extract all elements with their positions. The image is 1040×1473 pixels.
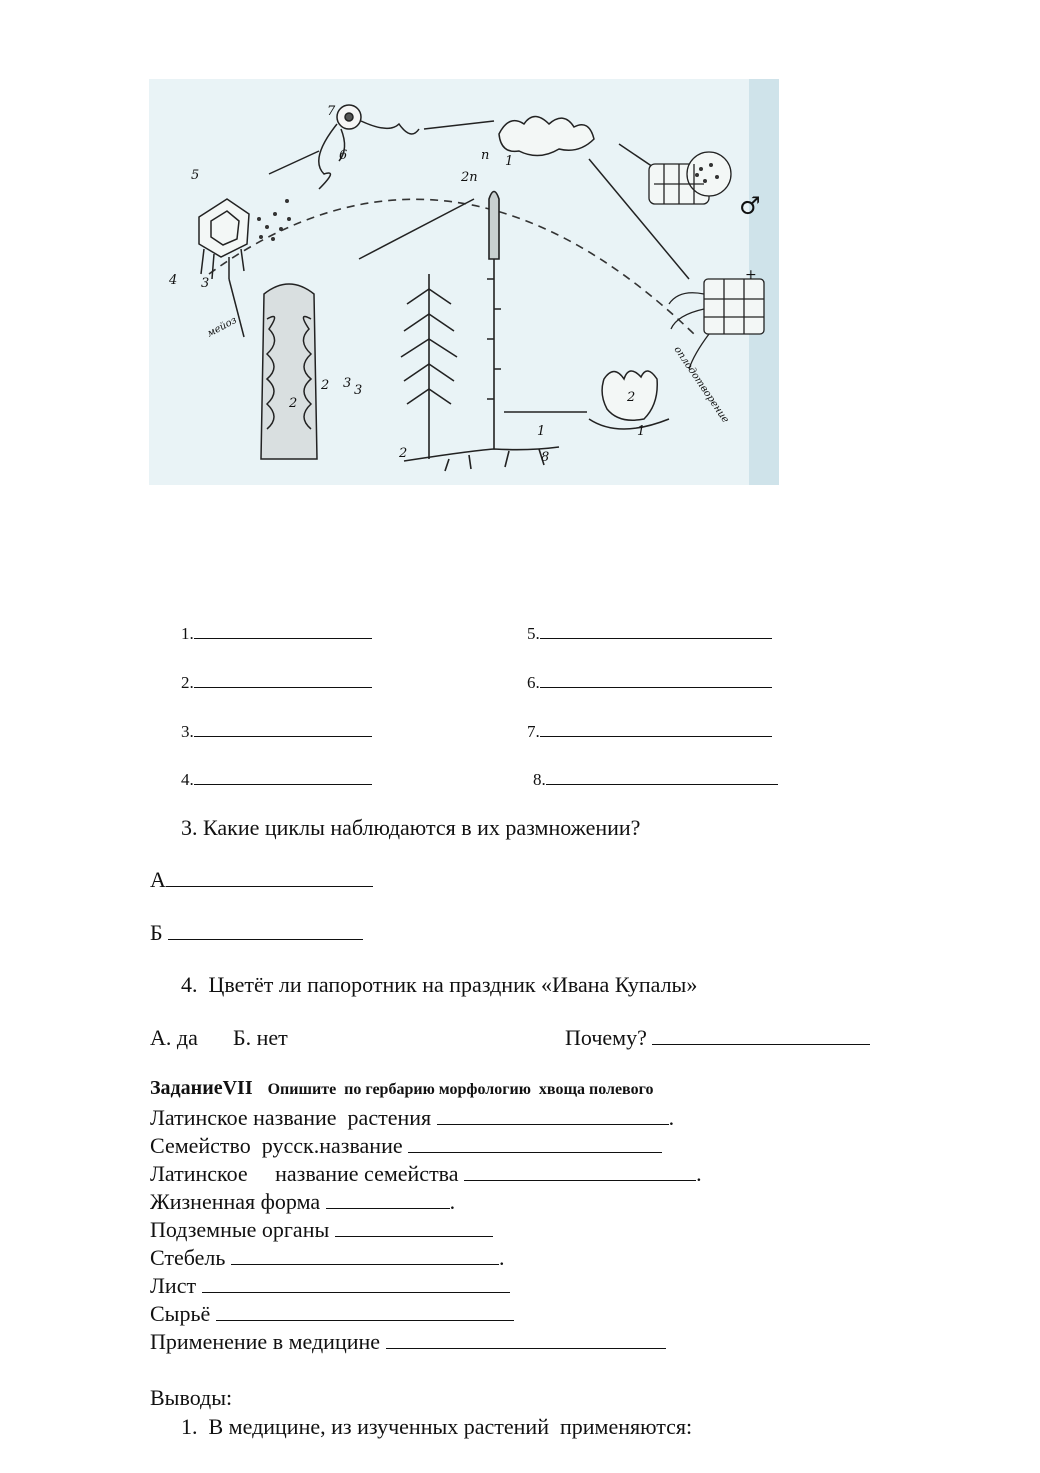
cone-section-drawing — [261, 284, 317, 459]
blank-3: 3. — [181, 718, 372, 742]
label-2b: 2 — [627, 390, 636, 405]
conclusion-item-1: 1. В медицине, из изученных растений применяются: — [181, 1414, 693, 1439]
label-6: 6 — [339, 148, 348, 163]
sporangiophore-drawing — [199, 199, 249, 279]
question-4: 4. Цветёт ли папоротник на праздник «Ивана Купалы» — [181, 972, 698, 997]
blank-5: 5. — [527, 620, 772, 644]
male-symbol: ♂ — [739, 192, 761, 220]
label-2c: 2 — [399, 446, 408, 461]
task7-heading: ЗаданиеVII Опишите по гербарию морфологию хвоща полевого — [150, 1077, 654, 1099]
blank-4: 4. — [181, 766, 372, 790]
label-fertilization: оплодотворение — [671, 344, 731, 426]
raw-material-line: Сырьё — [150, 1301, 514, 1327]
life-cycle-diagram — [149, 79, 779, 485]
conclusions-title: Выводы: — [150, 1385, 233, 1410]
label-8: 8 — [541, 450, 550, 465]
blank-8: 8. — [533, 766, 778, 790]
label-3c: 3 — [354, 383, 363, 398]
label-2: 2 — [289, 396, 298, 411]
blank-2: 2. — [181, 669, 372, 693]
label-1c: 1 — [537, 424, 546, 439]
label-3: 3 — [201, 276, 210, 291]
label-3b: 3 — [343, 376, 352, 391]
label-7: 7 — [327, 104, 336, 119]
label-4: 4 — [169, 273, 178, 288]
medical-use-line: Применение в медицине — [150, 1329, 666, 1355]
female-symbol: + — [745, 267, 757, 283]
option-a: А. да — [150, 1025, 198, 1050]
answer-b-line: Б — [150, 920, 363, 946]
family-russian-line: Семейство русск.название — [150, 1133, 662, 1159]
label-n: n — [481, 148, 490, 163]
question-3: 3. Какие циклы наблюдаются в их размножении? — [181, 815, 641, 840]
gametophyte-drawing — [499, 117, 594, 156]
label-2n: 2n — [461, 170, 478, 185]
why-line: Почему? — [565, 1025, 870, 1051]
life-form-line: Жизненная форма . — [150, 1189, 456, 1214]
stem-line: Стебель . — [150, 1245, 505, 1270]
label-5: 5 — [191, 168, 200, 183]
family-latin-line: Латинское название семейства . — [150, 1161, 702, 1186]
arrow-2 — [424, 121, 494, 129]
sporophyte-plants-drawing — [401, 192, 559, 472]
leaf-line: Лист — [150, 1273, 510, 1299]
label-1: 1 — [505, 154, 514, 169]
horsetail-life-cycle-figure — [149, 79, 779, 485]
label-1b: 1 — [637, 424, 646, 439]
answer-a-line: А — [150, 867, 373, 893]
blank-1: 1. — [181, 620, 372, 644]
arrow-5 — [359, 199, 474, 259]
arrow-1 — [269, 151, 319, 174]
label-meiosis: мейоз — [205, 314, 239, 340]
label-2d: 2 — [321, 378, 330, 393]
blank-7: 7. — [527, 718, 772, 742]
blank-6: 6. — [527, 669, 772, 693]
latin-name-line: Латинское название растения . — [150, 1105, 675, 1130]
option-b: Б. нет — [233, 1025, 288, 1050]
underground-organs-line: Подземные органы — [150, 1217, 493, 1243]
